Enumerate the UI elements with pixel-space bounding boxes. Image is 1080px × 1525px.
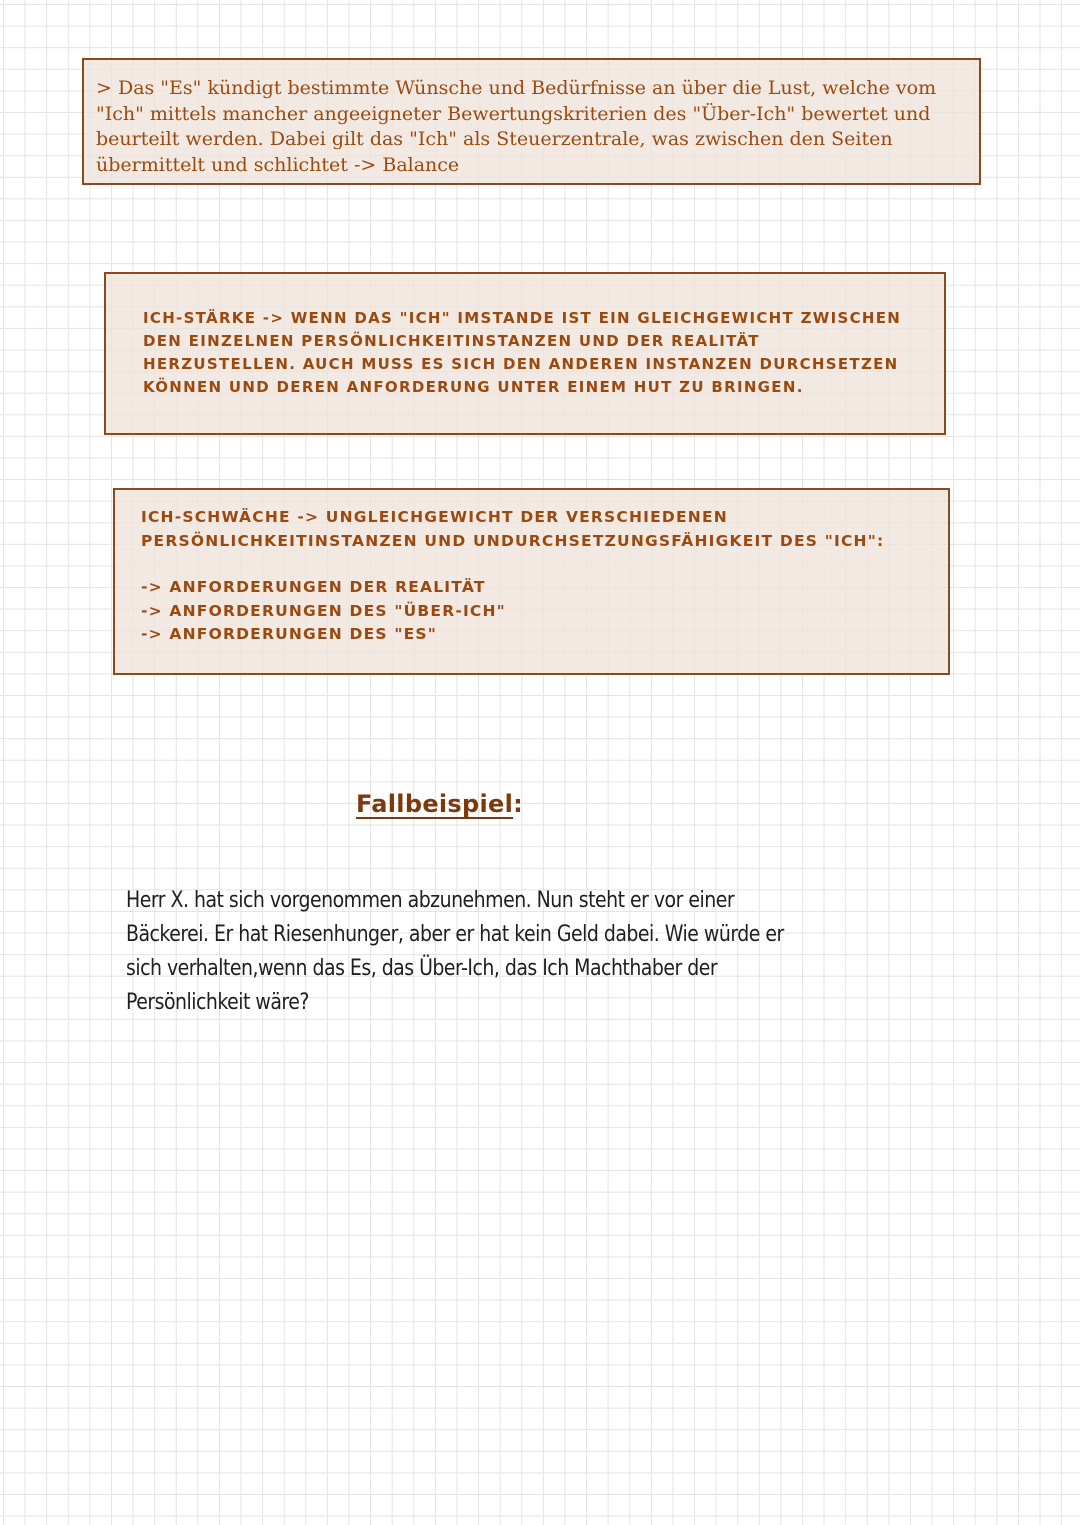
ich-schwaeche-intro: ICH-SCHWÄCHE -> UNGLEICHGEWICHT DER VERSCHIEDENEN PERSÖNLICHKEITINSTANZEN UND UNDURCHSETZUNGSFÄHIGKEIT DES "ICH": (141, 508, 885, 550)
case-study-text: Herr X. hat sich vorgenommen abzunehmen. Nun steht er vor einer Bäckerei. Er hat Riesenhunger, aber er hat kein Geld dabei. Wie würde er sich verhalten,wenn das Es, das Über-Ich, das Ich Machthaber der Persönlichkeit wäre? (126, 888, 784, 1015)
list-item-ueber-ich: -> ANFORDERUNGEN DES "ÜBER-ICH" (141, 601, 506, 620)
list-item-es: -> ANFORDERUNGEN DES "ES" (141, 625, 438, 643)
case-study-heading (356, 790, 523, 818)
list-item-realitaet: -> ANFORDERUNGEN DER REALITÄT (141, 578, 486, 596)
info-box-es-ich (82, 58, 981, 185)
info-box-es-ich-text: > Das "Es" kündigt bestimmte Wünsche und Bedürfnisse an über die Lust, welche vom "Ich" mittels mancher angeeigneter Bewertungskriterien des "Über-Ich" bewertet und beurteilt werden. Dabei gilt das "Ich" als Steuerzentrale, was zwischen den Seiten übermittelt und schlichtet -> Balance (96, 77, 937, 176)
ich-staerke-text: ICH-STÄRKE -> WENN DAS "ICH" IMSTANDE IST EIN GLEICHGEWICHT ZWISCHEN DEN EINZELNEN PERSÖNLICHKEITINSTANZEN UND DER REALITÄT HERZUSTELLEN. AUCH MUSS ES SICH DEN ANDEREN INSTANZEN DURCHSETZEN KÖNNEN UND DEREN ANFORDERUNG UNTER EINEM HUT ZU BRINGEN. (143, 309, 902, 396)
info-box-ich-staerke (104, 272, 946, 435)
case-study-heading-colon: : (513, 790, 524, 818)
ich-schwaeche-list (141, 576, 920, 647)
info-box-ich-schwaeche (113, 488, 950, 675)
case-study-heading-label: Fallbeispiel (356, 790, 514, 818)
